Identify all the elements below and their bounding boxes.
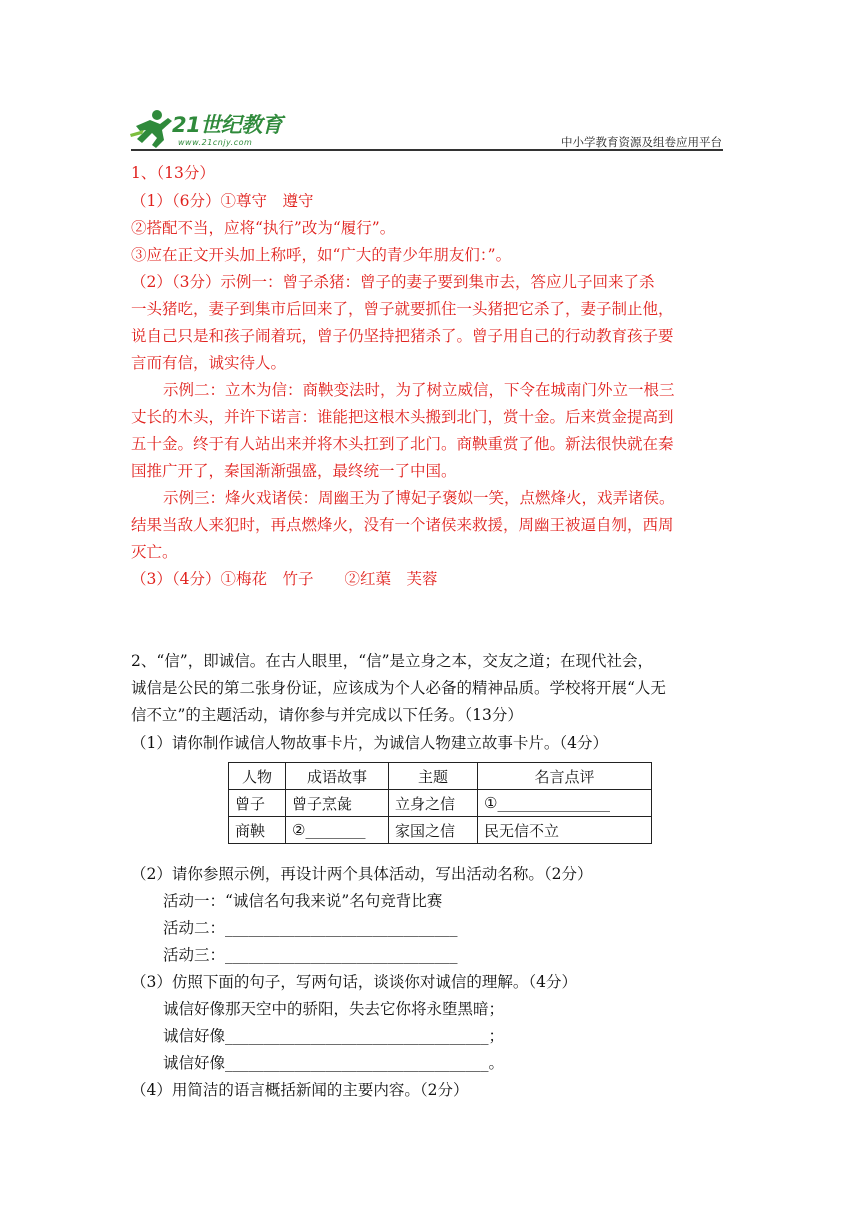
answer-part-2-line: 一头猪吃，妻子到集市后回来了，曾子就要抓住一头猪把它杀了，妻子制止他， (131, 300, 674, 318)
example-sentence: 诚信好像那天空中的骄阳，失去它你将永堕黑暗； (163, 1000, 505, 1018)
story-card-table (228, 762, 652, 844)
example-2-line: 国推广开了，秦国渐渐强盛，最终统一了中国。 (131, 462, 457, 480)
answer-part-2-line: 言而有信，诚实待人。 (131, 354, 287, 372)
table-row (229, 817, 652, 844)
activity-2-blank[interactable]: 活动二：______________________________ (163, 919, 458, 937)
table-header-row (229, 763, 652, 790)
task-2-prompt: （2）请你参照示例，再设计两个具体活动，写出活动名称。（2分） (131, 865, 593, 883)
column-header: 成语故事 (286, 763, 389, 790)
question-2-intro: 2、“信”，即诚信。在古人眼里，“信”是立身之本，交友之道；在现代社会， (131, 652, 654, 670)
table-cell: 曾子 (229, 790, 286, 817)
table-cell: 立身之信 (389, 790, 478, 817)
column-header: 名言点评 (478, 763, 652, 790)
example-2-line: 丈长的木头，并许下诺言：谁能把这根木头搬到北门，赏十金。后来赏金提高到 (131, 408, 674, 426)
task-1-prompt: （1）请你制作诚信人物故事卡片，为诚信人物建立故事卡片。（4分） (131, 734, 608, 752)
table-row (229, 790, 652, 817)
example-3-line: 灭亡。 (131, 543, 178, 561)
header-divider (131, 149, 723, 151)
answer-part-1-line: ②搭配不当，应将“执行”改为“履行”。 (131, 219, 396, 237)
example-2-line: 示例二：立木为信：商鞅变法时，为了树立威信，下令在城南门外立一根三 (163, 381, 675, 399)
logo-text: 21世纪教育 (172, 113, 283, 137)
activity-1: 活动一：“诚信名句我来说”名句竞背比赛 (163, 892, 443, 910)
table-cell: 家国之信 (389, 817, 478, 844)
platform-label: 中小学教育资源及组卷应用平台 (561, 135, 722, 149)
answer-part-3-line: （3）（4分）①梅花 竹子 ②红蕖 芙蓉 (131, 570, 438, 588)
sentence-blank-1[interactable]: 诚信好像__________________________________； (163, 1027, 505, 1045)
table-cell: 民无信不立 (478, 817, 652, 844)
logo-url: www.21cnjy.com (178, 138, 253, 147)
example-2-line: 五十金。终于有人站出来并将木头扛到了北门。商鞅重赏了他。新法很快就在秦 (131, 435, 674, 453)
table-cell: 曾子烹彘 (286, 790, 389, 817)
answer-part-2-line: 说自己只是和孩子闹着玩，曾子仍坚持把猪杀了。曾子用自己的行动教育孩子要 (131, 327, 674, 345)
table-cell-blank[interactable]: ②________ (286, 817, 389, 844)
answer-part-1-line: （1）（6分）①尊守 遵守 (131, 192, 314, 210)
task-3-prompt: （3）仿照下面的句子，写两句话，谈谈你对诚信的理解。（4分） (131, 973, 577, 991)
column-header: 人物 (229, 763, 286, 790)
answer-part-1-line: ③应在正文开头加上称呼，如“广大的青少年朋友们：”。 (131, 246, 512, 264)
example-3-line: 结果当敌人来犯时，再点燃烽火，没有一个诸侯来救援，周幽王被逼自刎，西周 (131, 516, 674, 534)
question-2-intro: 信不立”的主题活动，请你参与并完成以下任务。（13分） (131, 706, 523, 724)
question-2-intro: 诚信是公民的第二张身份证，应该成为个人必备的精神品质。学校将开展“人无 (131, 679, 666, 697)
answer-part-2-line: （2）（3分）示例一：曾子杀猪：曾子的妻子要到集市去，答应儿子回来了杀 (131, 273, 655, 291)
task-4-prompt: （4）用简洁的语言概括新闻的主要内容。（2分） (131, 1081, 469, 1099)
example-3-line: 示例三：烽火戏诸侯：周幽王为了博妃子褒姒一笑，点燃烽火，戏弄诸侯。 (163, 489, 675, 507)
column-header: 主题 (389, 763, 478, 790)
sentence-blank-2[interactable]: 诚信好像__________________________________。 (163, 1054, 505, 1072)
table-cell-blank[interactable]: ①_______________ (478, 790, 652, 817)
table-cell: 商鞅 (229, 817, 286, 844)
activity-3-blank[interactable]: 活动三：______________________________ (163, 946, 458, 964)
answer-1-heading: 1、（13分） (131, 164, 215, 182)
